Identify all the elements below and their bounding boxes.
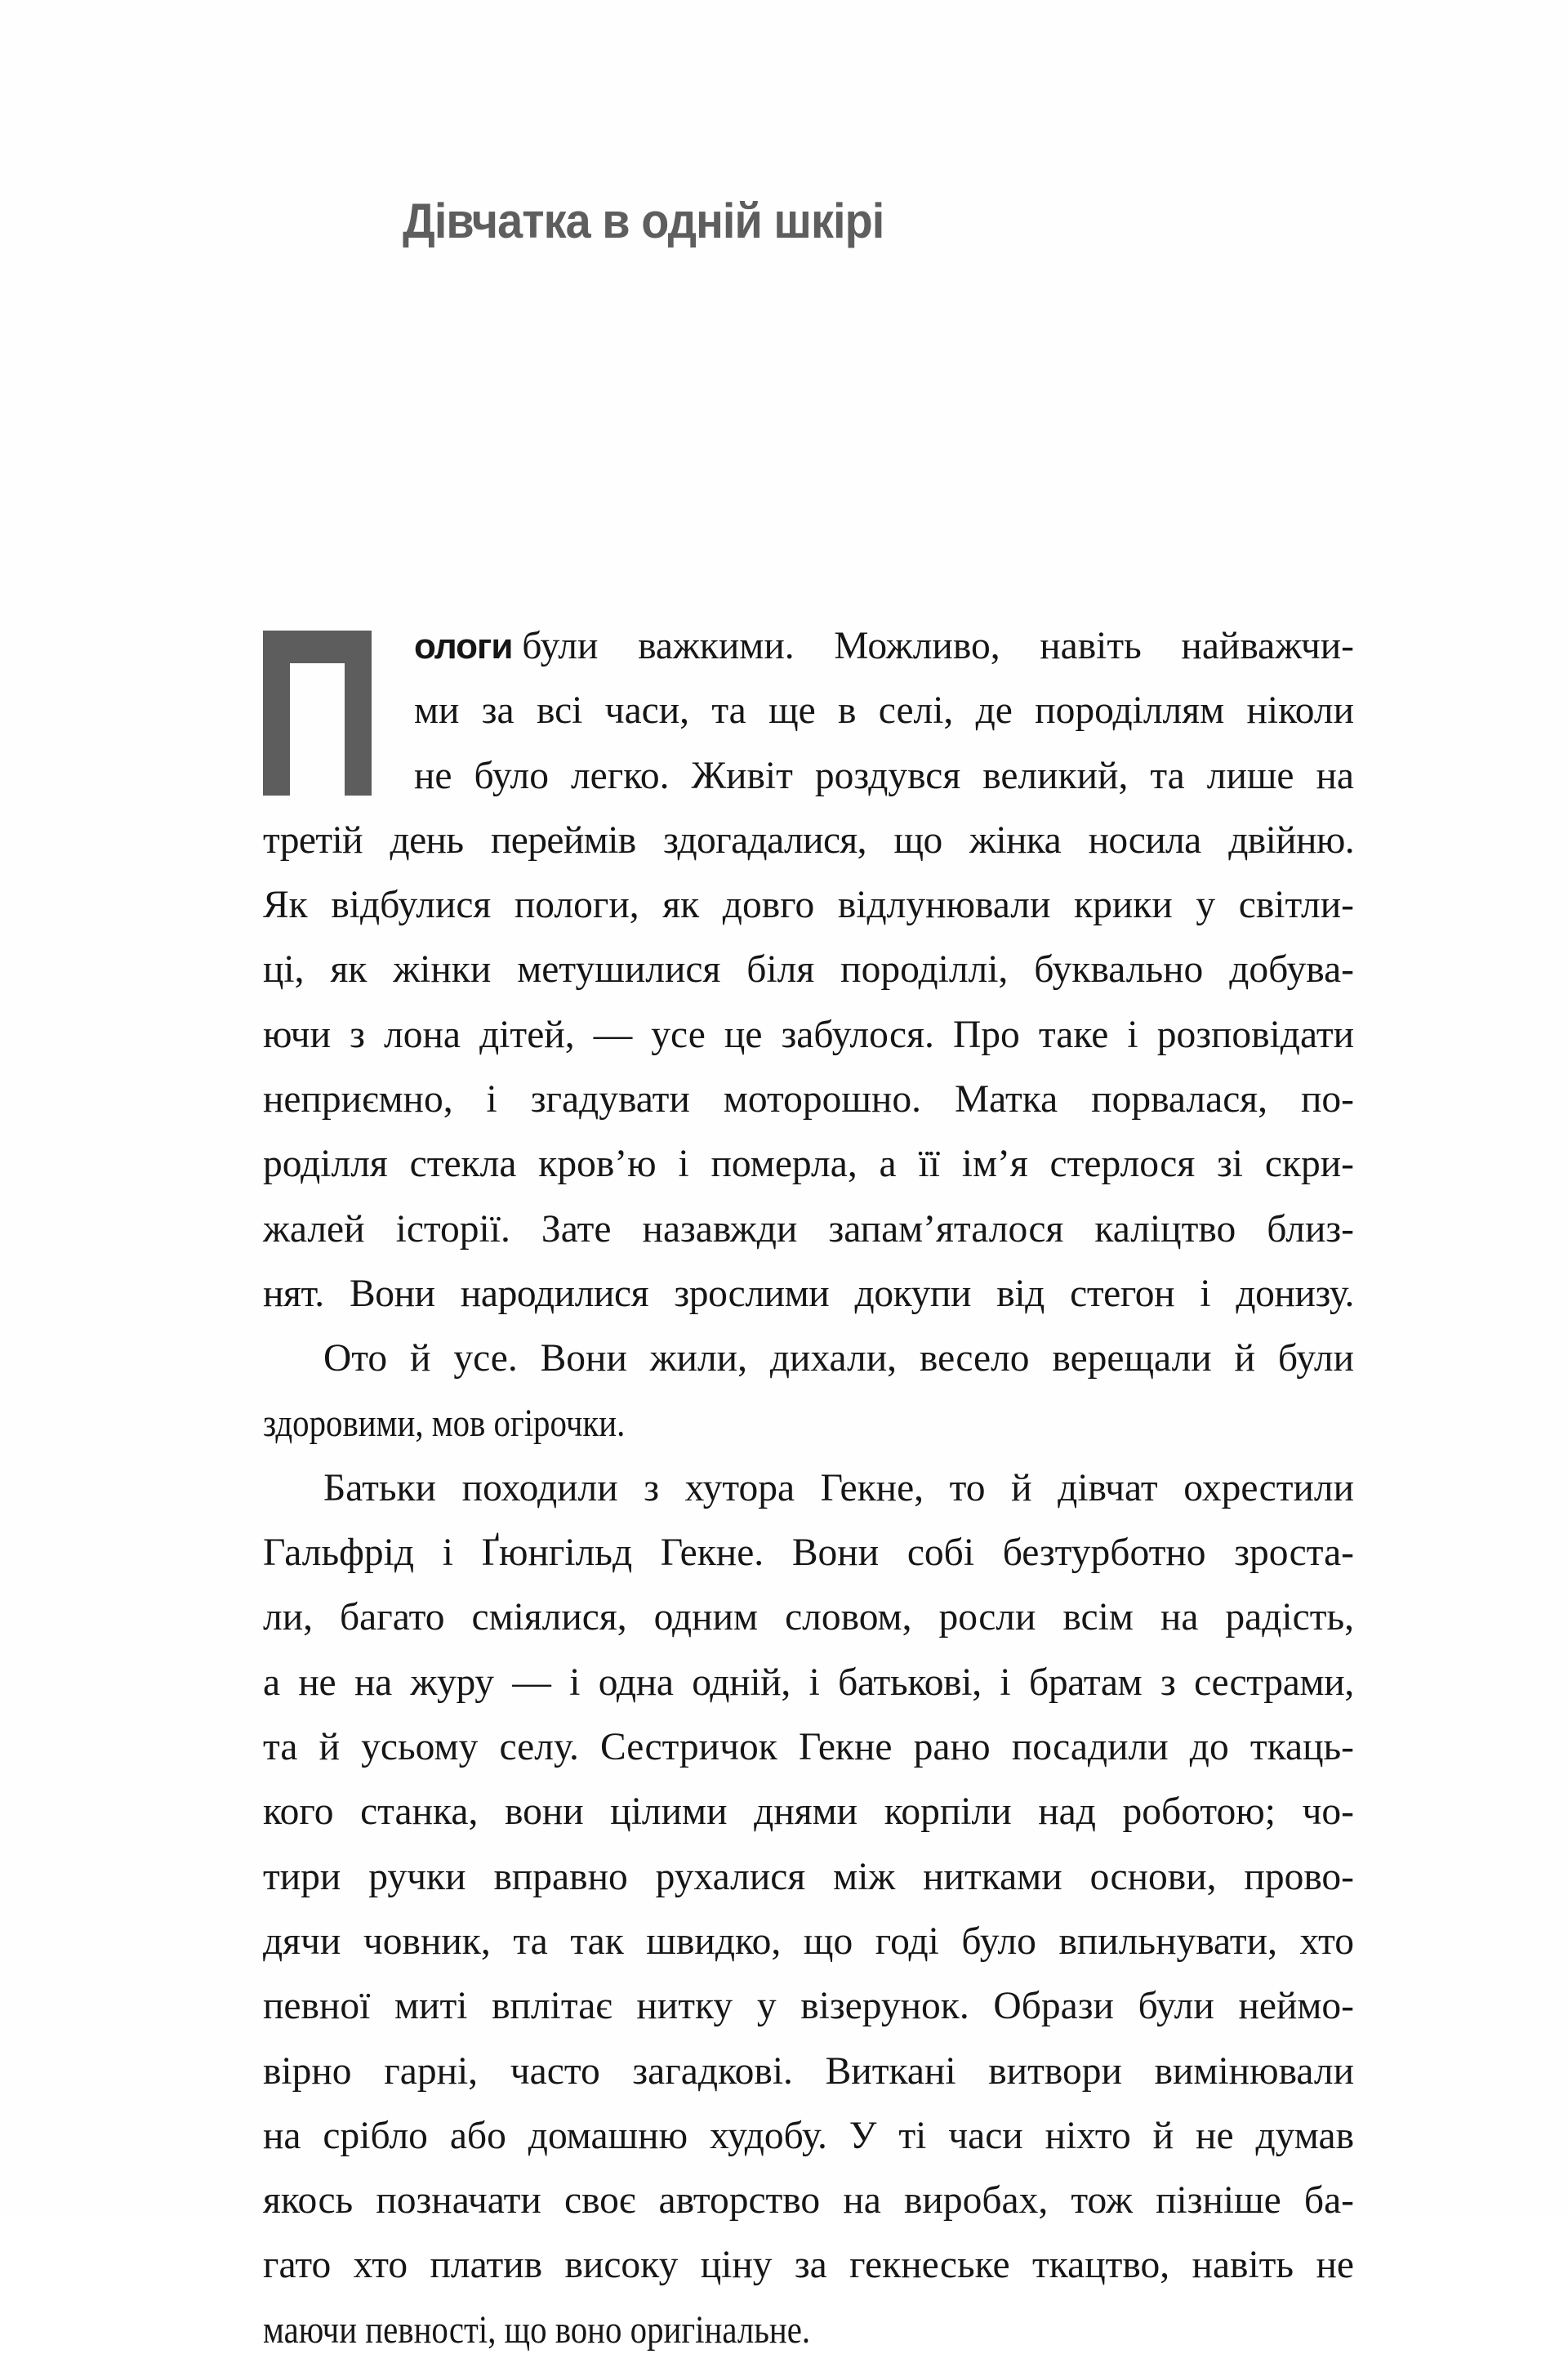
text-line: [263, 1651, 1354, 1715]
body-text: [263, 614, 1354, 2363]
line-text: Гальфрід і Ґюнгільд Гекне. Вони собі безтурботно зроста-: [263, 1531, 1354, 1575]
line-text: здоровими, мов огірочки.: [263, 1402, 626, 1445]
text-line: [263, 873, 1354, 938]
line-text: Ото й усе. Вони жили, дихали, весело верещали й були: [323, 1337, 1354, 1380]
line-text: гато хто платив високу ціну за гекнеське ткацтво, навіть не: [263, 2244, 1354, 2287]
text-line: [263, 614, 1354, 679]
line-text: тири ручки вправно рухалися між нитками основи, прово-: [263, 1855, 1354, 1898]
paragraph-2: [263, 1326, 1354, 1456]
line-text: не було легко. Живіт роздувся великий, та лише на: [414, 754, 1354, 797]
line-text: маючи певності, що воно оригінальне.: [263, 2308, 811, 2352]
line-text: дячи човник, та так швидко, що годі було впильнувати, хто: [263, 1919, 1354, 1963]
text-line: [263, 2104, 1354, 2169]
line-text: ми за всі часи, та ще в селі, де породіллям ніколи: [414, 689, 1354, 733]
text-line: [263, 809, 1354, 873]
text-line: [263, 1845, 1354, 1910]
line-text: ці, як жінки метушилися біля породіллі, буквально добува-: [263, 948, 1354, 992]
line-text: третій день переймів здогадалися, що жінка носила двійню.: [263, 818, 1354, 862]
lead-in-word: ологи: [414, 626, 513, 667]
text-line: [263, 1456, 1354, 1521]
text-line: [263, 1132, 1354, 1197]
line-text: певної миті вплітає нитку у візерунок. Образи були неймо-: [263, 1985, 1354, 2028]
line-text: жалей історії. Зате назавжди запам’яталося каліцтво близ-: [263, 1207, 1354, 1251]
text-line: [263, 1715, 1354, 1780]
text-line: [263, 2040, 1354, 2104]
text-line: [263, 1262, 1354, 1326]
dropcap-pe-glyph: [263, 631, 372, 796]
line-text: роділля стекла кров’ю і померла, а її ім’я стерлося зі скри-: [263, 1143, 1354, 1186]
text-line: [263, 1068, 1354, 1132]
text-line: [263, 1197, 1354, 1262]
paragraph-1: [263, 614, 1354, 1326]
text-line: [263, 679, 1354, 743]
line-text: ючи з лона дітей, — усе це забулося. Про таке і розповідати: [263, 1013, 1354, 1056]
line-text: Як відбулися пологи, як довго відлунювали крики у світли-: [263, 884, 1354, 927]
paragraph-3: [263, 1456, 1354, 2363]
line-text: Батьки походили з хутора Гекне, то й дівчат охрестили: [323, 1466, 1354, 1509]
line-text: ли, багато сміялися, одним словом, росли всім на радість,: [263, 1596, 1354, 1639]
text-line: [263, 1003, 1354, 1068]
dropcap-letter: [263, 631, 372, 796]
text-line: [263, 2169, 1354, 2233]
text-line: [263, 938, 1354, 1002]
text-line: [263, 1521, 1354, 1585]
line-text: кого станка, вони цілими днями корпіли над роботою; чо-: [263, 1790, 1354, 1834]
line-text: та й усьому селу. Сестричок Гекне рано посадили до ткаць-: [263, 1726, 1354, 1769]
text-line: [263, 2298, 1354, 2363]
text-line: [263, 744, 1354, 809]
chapter-title: Дівчатка в одній шкірі: [403, 194, 884, 248]
line-text: нят. Вони народилися зрослими докупи від стегон і донизу.: [263, 1272, 1354, 1315]
text-line: [263, 1392, 1354, 1456]
line-text: якось позначати своє авторство на виробах, тож пізніше ба-: [263, 2179, 1354, 2223]
text-line: [263, 1780, 1354, 1844]
line-text: на срібло або домашню худобу. У ті часи ніхто й не думав: [263, 2114, 1354, 2157]
line-text: були важкими. Можливо, навіть найважчи-: [522, 625, 1354, 667]
text-line: [263, 1910, 1354, 1974]
line-text: вірно гарні, часто загадкові. Виткані витвори вимінювали: [263, 2049, 1354, 2093]
line-text: неприємно, і згадувати моторошно. Матка порвалася, по-: [263, 1078, 1354, 1121]
text-line: [263, 2233, 1354, 2298]
text-line: [263, 1585, 1354, 1650]
text-line: [263, 1974, 1354, 2039]
text-line: [263, 1326, 1354, 1391]
line-text: а не на журу — і одна одній, і батькові, і братам з сестрами,: [263, 1661, 1354, 1704]
